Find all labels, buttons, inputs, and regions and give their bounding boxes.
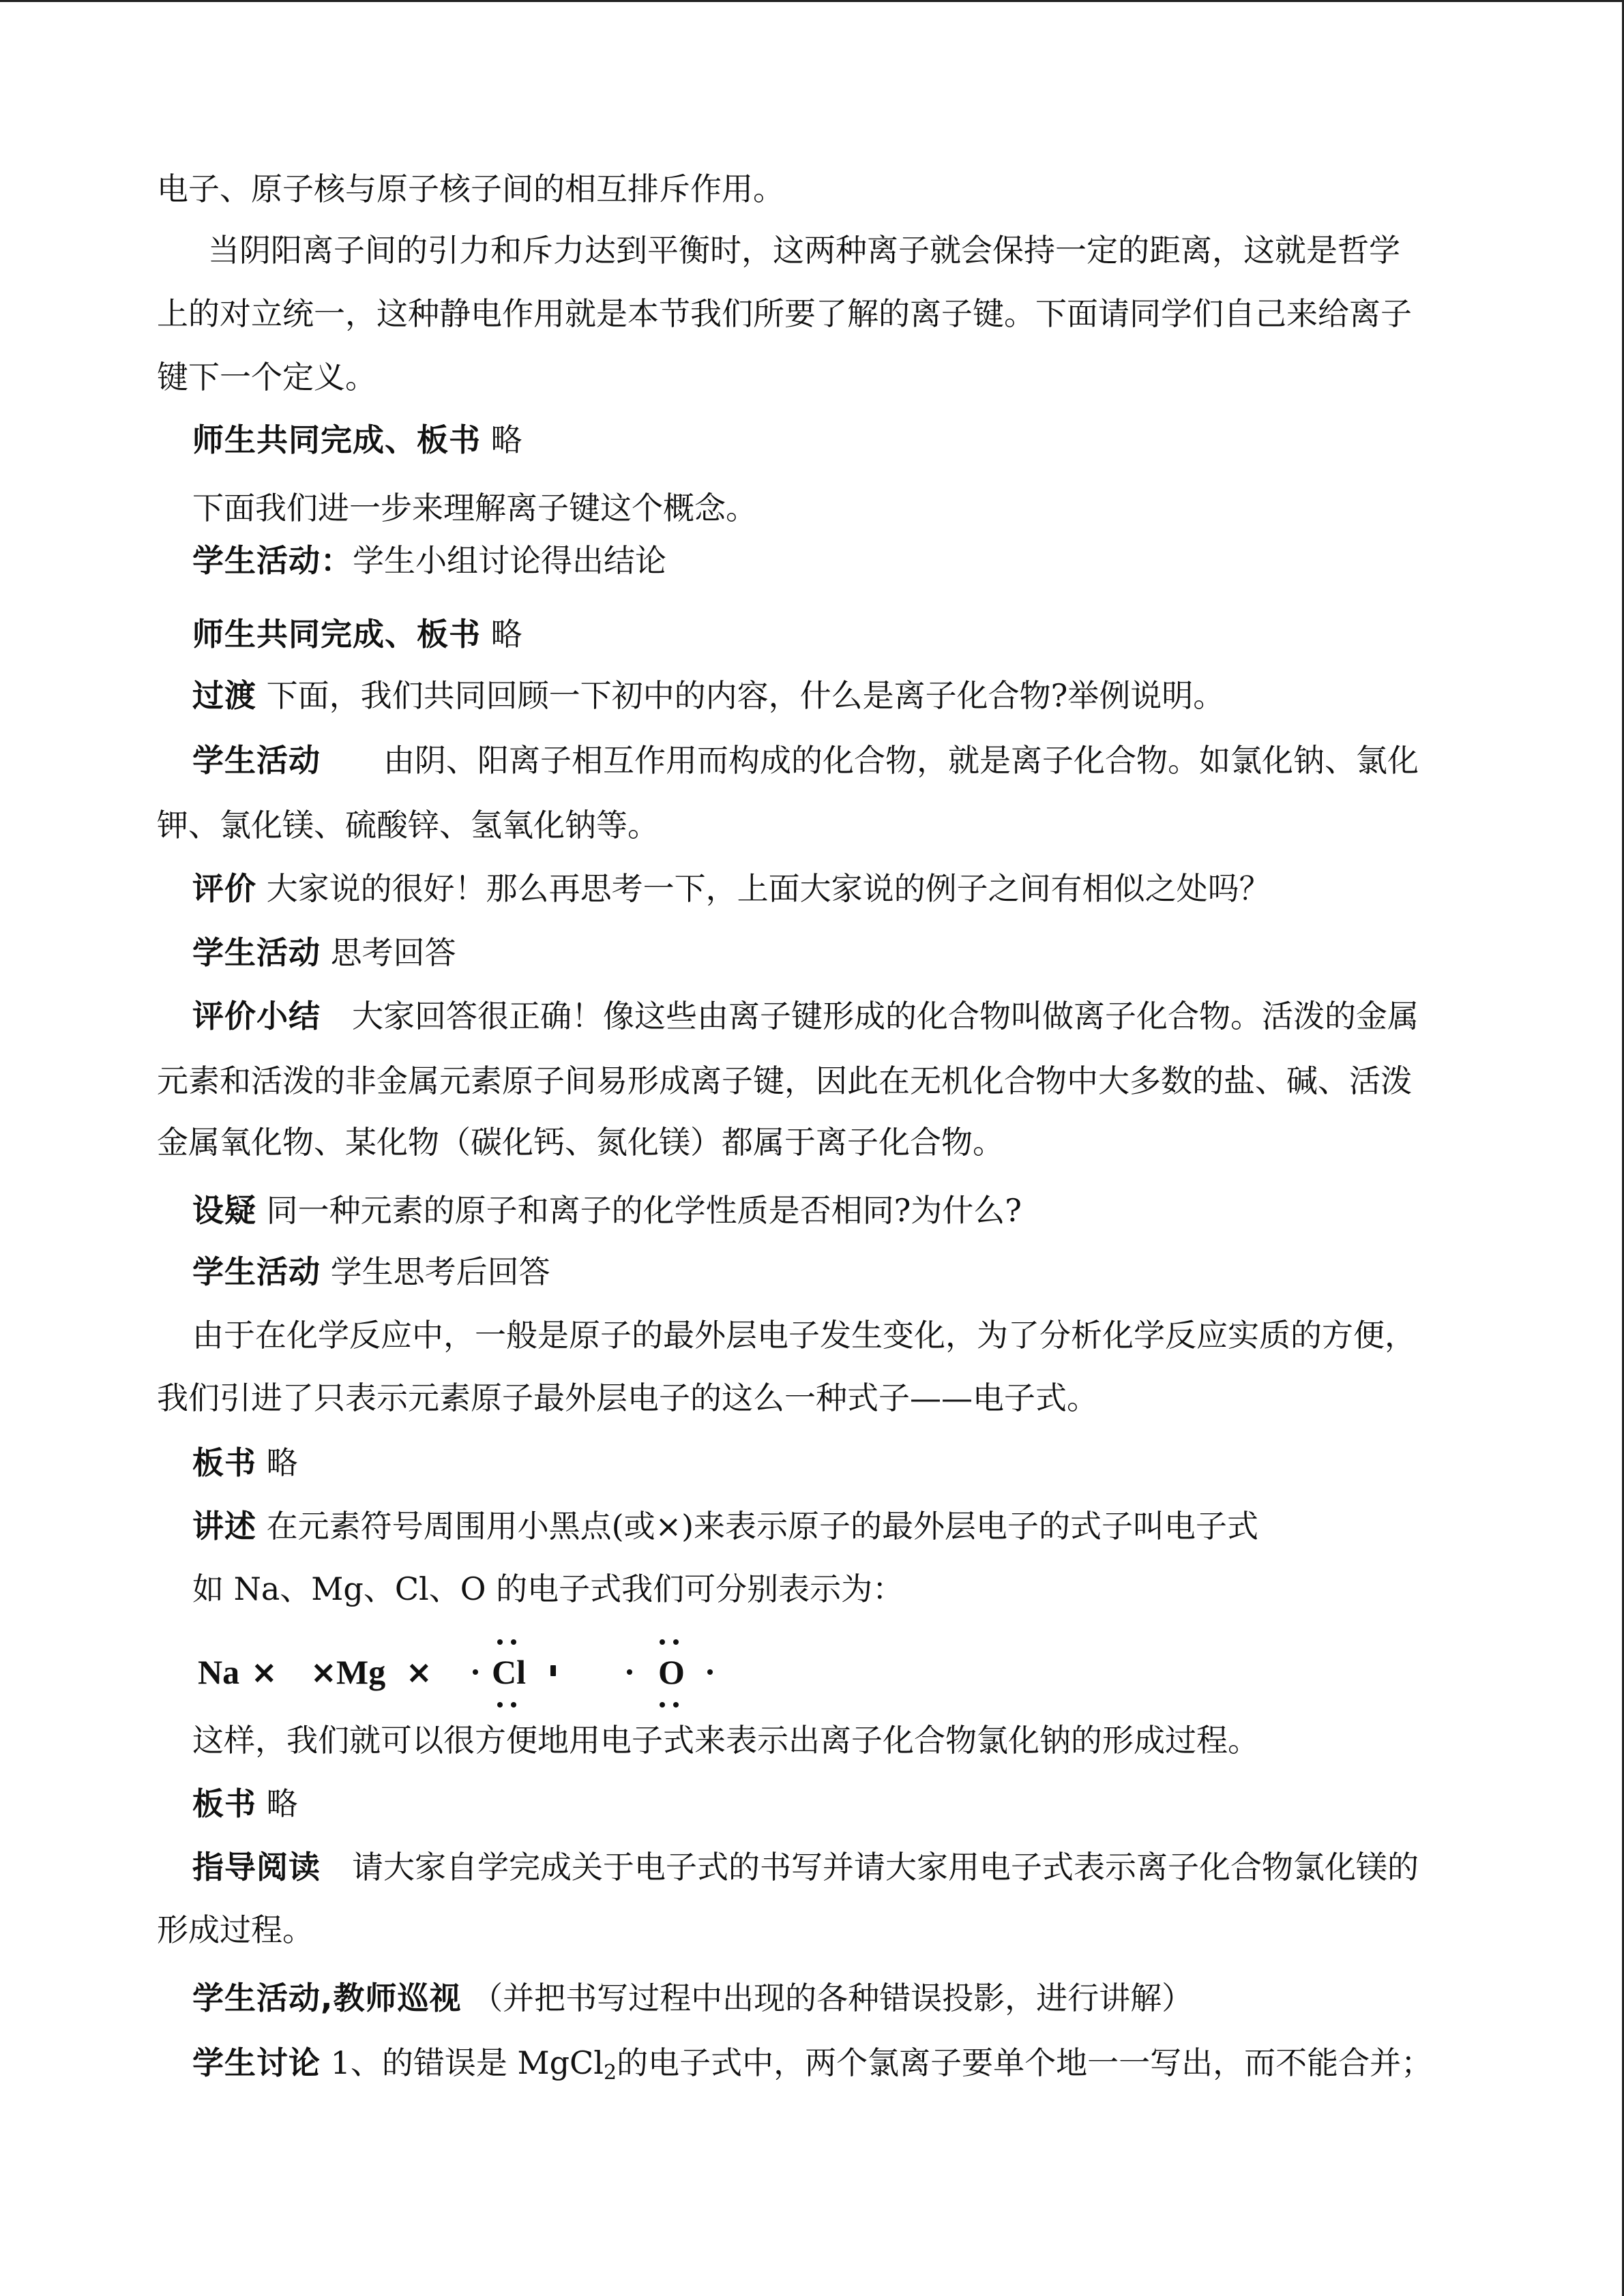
text-line <box>0 162 1624 216</box>
text-line <box>0 1776 1624 1831</box>
electron-dot <box>627 1669 632 1675</box>
body-text: 由阴、阳离子相互作用而构成的化合物，就是离子化合物。如氯化钠、氯化 <box>321 742 1419 779</box>
text-line <box>0 286 1624 341</box>
section-label: 讲述 <box>192 1508 256 1545</box>
electron-dot <box>497 1639 503 1645</box>
text-line <box>0 1244 1624 1299</box>
text-line <box>0 989 1624 1043</box>
section-label: 学生活动 <box>192 742 321 779</box>
body-text: 下面，我们共同回顾一下初中的内容，什么是离子化合物?举例说明。 <box>256 677 1225 714</box>
body-text: 当阴阳离子间的引力和斥力达到平衡时，这两种离子就会保持一定的距离，这就是哲学 <box>208 232 1400 269</box>
text-line <box>0 1840 1624 1894</box>
formula-mg-symbol: Mg <box>336 1653 386 1691</box>
text-line <box>0 1971 1624 2025</box>
formula-o <box>624 1637 726 1712</box>
body-text: （并把书写过程中出现的各种错误投影，进行讲解） <box>461 1980 1194 2016</box>
body-text: 电子、原子核与原子核子间的相互排斥作用。 <box>157 170 784 207</box>
body-text: 如 Na、Mg、Cl、O 的电子式我们可分别表示为： <box>192 1570 904 1607</box>
text-line <box>0 607 1624 661</box>
body-text: 由于在化学反应中，一般是原子的最外层电子发生变化，为了分析化学反应实质的方便， <box>192 1317 1416 1354</box>
text-line <box>0 1562 1624 1616</box>
formula-na-cross: × <box>251 1654 278 1690</box>
section-label: 评价 <box>192 870 256 907</box>
text-line <box>0 1054 1624 1108</box>
text-line <box>0 413 1624 467</box>
formula-cl-symbol: Cl <box>492 1653 526 1691</box>
body-text: 大家说的很好！那么再思考一下，上面大家说的例子之间有相似之处吗？ <box>256 870 1271 907</box>
text-line <box>0 1713 1624 1768</box>
text-line <box>0 350 1624 404</box>
body-text: 学生思考后回答 <box>321 1253 550 1290</box>
body-text: 的电子式中，两个氯离子要单个地一一写出，而不能合并； <box>617 2044 1433 2081</box>
text-line <box>0 533 1624 588</box>
formula-o-symbol: O <box>658 1653 685 1691</box>
body-text: 1、的错误是 MgCl <box>321 2044 604 2081</box>
body-text: 思考回答 <box>321 934 456 971</box>
body-text: 学生小组讨论得出结论 <box>353 542 666 579</box>
text-line <box>0 2036 1624 2090</box>
text-line <box>0 223 1624 278</box>
electron-dot <box>550 1665 556 1676</box>
body-text: 略 <box>256 1785 298 1822</box>
text-line <box>0 1183 1624 1238</box>
text-line <box>0 1499 1624 1553</box>
electron-dot <box>473 1669 478 1675</box>
body-text: 键下一个定义。 <box>157 359 377 396</box>
text-line <box>0 1115 1624 1169</box>
body-text: 这样，我们就可以很方便地用电子式来表示出离子化合物氯化钠的形成过程。 <box>192 1722 1259 1759</box>
text-line <box>0 668 1624 723</box>
section-label: 学生活动,教师巡视 <box>192 1980 462 2016</box>
electron-dot <box>660 1702 665 1708</box>
body-text: 上的对立统一，这种静电作用就是本节我们所要了解的离子键。下面请同学们自己来给离子 <box>157 295 1412 332</box>
body-text: 略 <box>256 1444 298 1481</box>
electron-dot <box>673 1639 679 1645</box>
body-text: 在元素符号周围用小黑点(或×)来表示原子的最外层电子的式子叫电子式 <box>256 1508 1259 1545</box>
body-text: 下面我们进一步来理解离子键这个概念。 <box>192 490 757 526</box>
section-label: 师生共同完成、板书 <box>192 616 481 653</box>
electron-dot <box>707 1669 713 1675</box>
section-label: 学生讨论 <box>192 2044 321 2081</box>
text-line <box>0 481 1624 535</box>
text-line <box>0 1903 1624 1957</box>
text-line <box>0 861 1624 916</box>
formula-mg-cross-right: × <box>406 1654 432 1690</box>
section-label: 学生活动 <box>192 1253 321 1290</box>
text-line <box>0 1308 1624 1362</box>
subscript: 2 <box>603 2061 617 2085</box>
body-text: 大家回答很正确！像这些由离子键形成的化合物叫做离子化合物。活泼的金属 <box>321 998 1419 1034</box>
formula-na-symbol: Na <box>198 1653 240 1691</box>
body-text: 请大家自学完成关于电子式的书写并请大家用电子式表示离子化合物氯化镁的 <box>321 1849 1419 1885</box>
body-text: 元素和活泼的非金属元素原子间易形成离子键，因此在无机化合物中大多数的盐、碱、活泼 <box>157 1062 1412 1099</box>
formula-mg-cross-left: × <box>310 1654 337 1690</box>
electron-dot <box>511 1702 516 1708</box>
body-text: 钾、氯化镁、硫酸锌、氢氧化钠等。 <box>157 807 659 844</box>
formula-na <box>198 1637 293 1712</box>
section-label: 师生共同完成、板书 <box>192 421 481 458</box>
electron-dot <box>497 1702 503 1708</box>
body-text: 形成过程。 <box>157 1911 314 1948</box>
body-text: 略 <box>481 616 522 653</box>
text-line <box>0 1371 1624 1425</box>
text-line <box>0 733 1624 788</box>
text-line <box>0 925 1624 980</box>
body-text: 我们引进了只表示元素原子最外层电子的这么一种式子——电子式。 <box>157 1380 1098 1416</box>
body-text: 略 <box>481 421 522 458</box>
section-label: 过渡 <box>192 677 256 714</box>
electron-dot <box>511 1639 516 1645</box>
electron-dot <box>660 1639 665 1645</box>
section-label: 设疑 <box>192 1192 256 1229</box>
section-label: 学生活动： <box>192 542 353 579</box>
body-text: 金属氧化物、某化物（碳化钙、氮化镁）都属于离子化合物。 <box>157 1124 1004 1161</box>
body-text: 同一种元素的原子和离子的化学性质是否相同?为什么? <box>256 1192 1022 1229</box>
page-top-border <box>0 0 1624 2</box>
section-label: 板书 <box>192 1444 256 1481</box>
electron-dot <box>673 1702 679 1708</box>
formula-mg <box>310 1637 447 1712</box>
section-label: 板书 <box>192 1785 256 1822</box>
formula-cl <box>467 1637 576 1712</box>
text-line <box>0 798 1624 852</box>
section-label: 评价小结 <box>192 998 321 1034</box>
electron-dot-formulas <box>198 1637 812 1712</box>
section-label: 指导阅读 <box>192 1849 321 1885</box>
section-label: 学生活动 <box>192 934 321 971</box>
text-line <box>0 1435 1624 1490</box>
